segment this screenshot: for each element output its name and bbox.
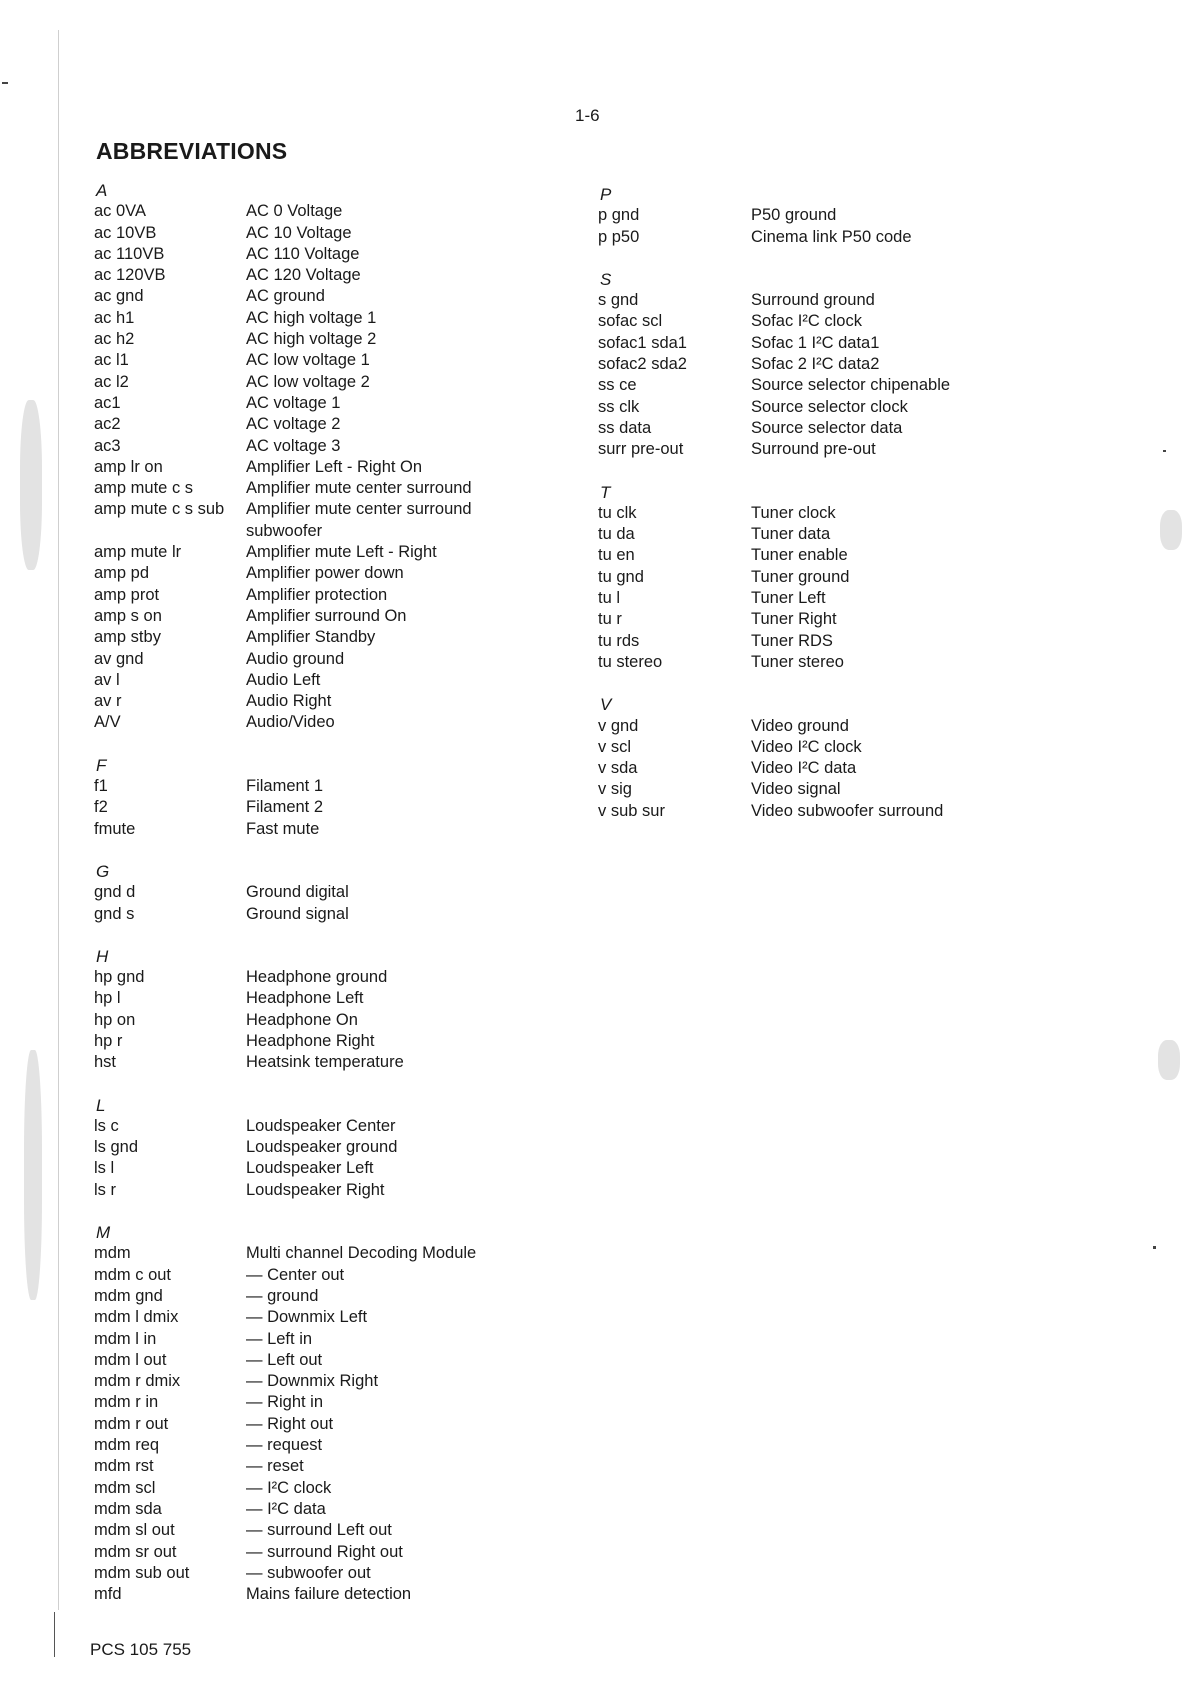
- abbreviation-row: [94, 1456, 496, 1477]
- abbreviation-row: [94, 393, 496, 414]
- abbreviation: mdm r dmix: [94, 1372, 181, 1391]
- abbreviation: ss ce: [598, 376, 637, 395]
- definition: Fast mute: [246, 819, 320, 838]
- definition: Tuner stereo: [751, 652, 844, 671]
- abbreviation-row: [598, 801, 950, 822]
- abbreviation-row: [94, 904, 496, 925]
- abbreviation: f2: [94, 798, 108, 817]
- section-g: [94, 861, 496, 925]
- abbreviation: tu da: [598, 525, 635, 544]
- definition: AC ground: [246, 287, 325, 306]
- definition: — I²C data: [246, 1499, 326, 1518]
- definition: Amplifier surround On: [246, 606, 407, 625]
- abbreviation-row: [94, 1435, 496, 1456]
- abbreviation-row: [94, 223, 496, 244]
- abbreviation-row: [598, 205, 950, 226]
- abbreviation-row: [94, 1499, 496, 1520]
- abbreviation-row: [94, 542, 496, 563]
- definition: Filament 2: [246, 798, 324, 817]
- definition: Amplifier mute center surround: [246, 479, 472, 498]
- definition: — Right in: [246, 1393, 324, 1412]
- abbreviation: tu en: [598, 546, 635, 565]
- definition: Source selector clock: [751, 397, 908, 416]
- abbreviation-row: [94, 627, 496, 648]
- abbreviation: mdm c out: [94, 1265, 172, 1284]
- definition: Audio ground: [246, 649, 345, 668]
- scan-noise: [1158, 1040, 1180, 1080]
- definition: AC voltage 1: [246, 393, 341, 412]
- abbreviation: mdm req: [94, 1436, 160, 1455]
- definition: Audio Left: [246, 670, 321, 689]
- abbreviation-row: [598, 439, 950, 460]
- section-t: [598, 482, 950, 674]
- definition: — Downmix Left: [246, 1308, 368, 1327]
- definition: — Left in: [246, 1329, 313, 1348]
- abbreviation: ac 0VA: [94, 202, 146, 221]
- abbreviation: ac1: [94, 393, 121, 412]
- abbreviation-row: [94, 563, 496, 584]
- section-s: [598, 269, 950, 461]
- abbreviation: v gnd: [598, 716, 639, 735]
- definition: Surround ground: [751, 291, 875, 310]
- abbreviation: ls c: [94, 1116, 119, 1135]
- abbreviation: v sig: [598, 780, 632, 799]
- definition: Tuner enable: [751, 546, 848, 565]
- abbreviation-row: [598, 567, 950, 588]
- abbreviation: hp l: [94, 989, 121, 1008]
- scan-noise: [20, 400, 42, 570]
- definition: Amplifier mute Left - Right: [246, 543, 437, 562]
- definition: — I²C clock: [246, 1478, 332, 1497]
- abbreviation-row: [598, 333, 950, 354]
- abbreviation: ls r: [94, 1180, 116, 1199]
- abbreviation-row: [598, 524, 950, 545]
- abbreviation-row: [598, 609, 950, 630]
- abbreviation-row: [94, 1116, 496, 1137]
- abbreviation-row: [94, 670, 496, 691]
- definition: Headphone On: [246, 1010, 358, 1029]
- abbreviation: av r: [94, 692, 122, 711]
- abbreviation-row: [94, 1010, 496, 1031]
- abbreviation: amp lr on: [94, 457, 163, 476]
- section-l: [94, 1095, 496, 1201]
- abbreviation-row: [94, 882, 496, 903]
- abbreviation-row: [94, 414, 496, 435]
- abbreviation: mdm scl: [94, 1478, 156, 1497]
- definition: Source selector data: [751, 418, 903, 437]
- abbreviation-row: [94, 1584, 496, 1605]
- abbreviation-row: [94, 1158, 496, 1179]
- abbreviation-row: [94, 1350, 496, 1371]
- abbreviation: tu l: [598, 589, 621, 608]
- abbreviation: mdm sda: [94, 1499, 162, 1518]
- definition: Headphone Left: [246, 989, 364, 1008]
- abbreviation: mdm sl out: [94, 1521, 175, 1540]
- abbreviation-row: [598, 375, 950, 396]
- abbreviation: amp prot: [94, 585, 160, 604]
- abbreviation: amp s on: [94, 606, 162, 625]
- section-letter: G: [96, 861, 110, 881]
- abbreviation-row: [94, 606, 496, 627]
- section-f: [94, 755, 496, 840]
- abbreviation: s gnd: [598, 291, 639, 310]
- abbreviation-row: [598, 418, 950, 439]
- definition: Video I²C clock: [751, 737, 862, 756]
- abbreviation-row: [94, 499, 496, 542]
- scan-dash-mark: [2, 82, 8, 84]
- abbreviation-row: [598, 758, 950, 779]
- abbreviation: sofac scl: [598, 312, 663, 331]
- page-title: ABBREVIATIONS: [96, 138, 288, 164]
- definition: Heatsink temperature: [246, 1053, 404, 1072]
- abbreviation: ac3: [94, 436, 121, 455]
- definition: AC voltage 2: [246, 415, 341, 434]
- definition: AC 120 Voltage: [246, 266, 361, 285]
- abbreviation-row: [598, 397, 950, 418]
- abbreviation: mfd: [94, 1585, 122, 1604]
- abbreviation: ac 110VB: [94, 244, 165, 263]
- abbreviation: ac l1: [94, 351, 129, 370]
- abbreviations-right-column: [598, 184, 950, 843]
- abbreviation-row: [94, 585, 496, 606]
- abbreviation: mdm r out: [94, 1414, 169, 1433]
- page-number: 1-6: [575, 106, 600, 125]
- definition: Tuner RDS: [751, 631, 833, 650]
- abbreviation: gnd d: [94, 883, 136, 902]
- definition: Amplifier power down: [246, 564, 404, 583]
- abbreviation-row: [94, 1329, 496, 1350]
- definition: Sofac I²C clock: [751, 312, 862, 331]
- abbreviation: ac 120VB: [94, 266, 166, 285]
- definition: AC high voltage 2: [246, 330, 377, 349]
- abbreviation: mdm sub out: [94, 1563, 190, 1582]
- abbreviation: ac h2: [94, 330, 135, 349]
- definition: Multi channel Decoding Module: [246, 1244, 477, 1263]
- definition: P50 ground: [751, 206, 837, 225]
- definition: Video signal: [751, 780, 841, 799]
- abbreviation: av gnd: [94, 649, 144, 668]
- section-letter: A: [96, 181, 108, 200]
- abbreviation: p gnd: [598, 206, 640, 225]
- abbreviation-row: [598, 631, 950, 652]
- abbreviation: f1: [94, 777, 108, 796]
- definition: Loudspeaker Center: [246, 1116, 396, 1135]
- definition: — Left out: [246, 1350, 323, 1369]
- abbreviation-row: [94, 712, 496, 733]
- definition: Tuner Left: [751, 589, 826, 608]
- definition: Ground signal: [246, 904, 349, 923]
- definition: — request: [246, 1436, 323, 1455]
- definition: Loudspeaker Left: [246, 1159, 374, 1178]
- abbreviation: v scl: [598, 737, 631, 756]
- section-letter: H: [96, 946, 109, 966]
- abbreviation: hst: [94, 1053, 117, 1072]
- abbreviation: amp mute c s: [94, 479, 194, 498]
- scan-noise: [1160, 510, 1182, 550]
- abbreviation-row: [598, 652, 950, 673]
- section-letter: M: [96, 1223, 111, 1243]
- abbreviation-row: [598, 716, 950, 737]
- definition: Amplifier mute center surround subwoofer: [246, 500, 472, 540]
- abbreviation: surr pre-out: [598, 440, 684, 459]
- abbreviation-row: [598, 737, 950, 758]
- document-code: PCS 105 755: [90, 1640, 192, 1659]
- abbreviation: tu stereo: [598, 652, 663, 671]
- abbreviation-row: [94, 201, 496, 222]
- abbreviation: gnd s: [94, 904, 135, 923]
- abbreviation-row: [94, 649, 496, 670]
- abbreviation-row: [94, 988, 496, 1009]
- section-letter: F: [96, 755, 107, 775]
- definition: Loudspeaker ground: [246, 1138, 398, 1157]
- section-letter: T: [600, 482, 611, 502]
- definition: AC 10 Voltage: [246, 223, 352, 242]
- definition: Video subwoofer surround: [751, 801, 944, 820]
- abbreviation-row: [94, 372, 496, 393]
- definition: — Downmix Right: [246, 1372, 379, 1391]
- abbreviation-row: [598, 354, 950, 375]
- abbreviation: amp mute c s sub: [94, 500, 225, 519]
- abbreviation-row: [94, 244, 496, 265]
- definition: Video I²C data: [751, 759, 857, 778]
- abbreviation: tu rds: [598, 631, 640, 650]
- abbreviation: tu clk: [598, 503, 637, 522]
- abbreviation-row: [94, 1563, 496, 1584]
- abbreviation-row: [94, 776, 496, 797]
- abbreviation-row: [94, 1414, 496, 1435]
- abbreviation: ac 10VB: [94, 223, 157, 242]
- abbreviation: A/V: [94, 713, 121, 732]
- definition: Headphone ground: [246, 968, 388, 987]
- definition: Sofac 2 I²C data2: [751, 355, 880, 374]
- abbreviation-row: [94, 308, 496, 329]
- definition: Headphone Right: [246, 1031, 375, 1050]
- abbreviation: ac gnd: [94, 287, 144, 306]
- definition: — surround Left out: [246, 1521, 392, 1540]
- definition: Tuner ground: [751, 567, 850, 586]
- definition: Amplifier Standby: [246, 628, 376, 647]
- abbreviation-row: [94, 1243, 496, 1264]
- abbreviation-row: [598, 588, 950, 609]
- definition: AC voltage 3: [246, 436, 341, 455]
- abbreviation-row: [94, 819, 496, 840]
- definition: Tuner clock: [751, 503, 836, 522]
- abbreviation-row: [94, 1265, 496, 1286]
- definition: Audio/Video: [246, 713, 335, 732]
- definition: AC low voltage 1: [246, 351, 370, 370]
- abbreviation: mdm gnd: [94, 1286, 163, 1305]
- scan-margin-line: [58, 30, 59, 1610]
- abbreviation: av l: [94, 670, 120, 689]
- abbreviation-row: [94, 1542, 496, 1563]
- definition: Ground digital: [246, 883, 349, 902]
- definition: Amplifier Left - Right On: [246, 457, 423, 476]
- definition: Amplifier protection: [246, 585, 388, 604]
- definition: Video ground: [751, 716, 849, 735]
- abbreviation-row: [94, 478, 496, 499]
- definition: — Right out: [246, 1414, 334, 1433]
- abbreviation: mdm rst: [94, 1457, 154, 1476]
- section-m: [94, 1222, 496, 1605]
- abbreviation: mdm l in: [94, 1329, 157, 1348]
- abbreviation-row: [94, 1520, 496, 1541]
- abbreviation-row: [94, 350, 496, 371]
- abbreviation: amp pd: [94, 564, 150, 583]
- abbreviation: ls l: [94, 1159, 115, 1178]
- abbreviation: mdm: [94, 1244, 131, 1263]
- abbreviation: hp r: [94, 1031, 123, 1050]
- abbreviation: ac l2: [94, 372, 129, 391]
- abbreviations-left-column: [94, 180, 496, 1626]
- section-letter: L: [96, 1095, 106, 1115]
- abbreviation-row: [598, 227, 950, 248]
- abbreviation-row: [94, 1180, 496, 1201]
- definition: Mains failure detection: [246, 1585, 412, 1604]
- scan-dash-mark: [1153, 1246, 1156, 1249]
- abbreviation-row: [94, 1371, 496, 1392]
- section-v: [598, 694, 950, 822]
- abbreviation-row: [94, 1031, 496, 1052]
- definition: Surround pre-out: [751, 440, 876, 459]
- section-h: [94, 946, 496, 1074]
- abbreviation: sofac1 sda1: [598, 333, 687, 352]
- abbreviation-row: [94, 1478, 496, 1499]
- abbreviation-row: [94, 691, 496, 712]
- definition: AC high voltage 1: [246, 308, 377, 327]
- definition: — ground: [246, 1286, 319, 1305]
- abbreviation: hp gnd: [94, 968, 145, 987]
- abbreviation-row: [598, 290, 950, 311]
- abbreviation-row: [94, 1392, 496, 1413]
- definition: Source selector chipenable: [751, 376, 951, 395]
- abbreviation: ls gnd: [94, 1138, 139, 1157]
- abbreviation-row: [94, 286, 496, 307]
- definition: Filament 1: [246, 777, 324, 796]
- abbreviation: mdm l out: [94, 1350, 167, 1369]
- abbreviation-row: [94, 1286, 496, 1307]
- definition: AC 0 Voltage: [246, 202, 343, 221]
- abbreviation-row: [94, 967, 496, 988]
- abbreviation-row: [598, 503, 950, 524]
- abbreviation: mdm l dmix: [94, 1308, 179, 1327]
- section-a: [94, 180, 496, 734]
- definition: — Center out: [246, 1265, 345, 1284]
- definition: — subwoofer out: [246, 1563, 371, 1582]
- definition: — reset: [246, 1457, 304, 1476]
- abbreviation-row: [94, 1307, 496, 1328]
- abbreviation-row: [94, 1052, 496, 1073]
- scan-noise: [24, 1050, 42, 1300]
- abbreviation-row: [94, 457, 496, 478]
- abbreviation: tu r: [598, 610, 622, 629]
- section-letter: V: [600, 695, 612, 715]
- abbreviation: v sda: [598, 759, 638, 778]
- abbreviation-row: [598, 311, 950, 332]
- section-letter: P: [600, 185, 612, 204]
- abbreviation: tu gnd: [598, 567, 644, 586]
- definition: — surround Right out: [246, 1542, 403, 1561]
- definition: AC low voltage 2: [246, 372, 370, 391]
- abbreviation: ss clk: [598, 397, 640, 416]
- abbreviation-row: [94, 436, 496, 457]
- definition: Sofac 1 I²C data1: [751, 333, 880, 352]
- abbreviation-row: [94, 797, 496, 818]
- abbreviation: mdm r in: [94, 1393, 159, 1412]
- section-p: [598, 184, 950, 248]
- abbreviation-row: [94, 329, 496, 350]
- abbreviation: v sub sur: [598, 801, 665, 820]
- abbreviation: ac2: [94, 415, 121, 434]
- abbreviation: amp stby: [94, 628, 161, 647]
- abbreviation: amp mute lr: [94, 543, 182, 562]
- abbreviation-row: [94, 1137, 496, 1158]
- abbreviation: sofac2 sda2: [598, 355, 687, 374]
- definition: Tuner Right: [751, 610, 837, 629]
- definition: AC 110 Voltage: [246, 244, 360, 263]
- scan-margin-line-bottom: [54, 1612, 55, 1657]
- abbreviation: hp on: [94, 1010, 136, 1029]
- definition: Cinema link P50 code: [751, 227, 912, 246]
- section-letter: S: [600, 269, 612, 289]
- abbreviation: ss data: [598, 418, 652, 437]
- abbreviation: ac h1: [94, 308, 135, 327]
- abbreviation-row: [598, 779, 950, 800]
- definition: Tuner data: [751, 525, 831, 544]
- abbreviation: fmute: [94, 819, 136, 838]
- definition: Audio Right: [246, 692, 332, 711]
- abbreviation-row: [598, 545, 950, 566]
- scan-dash-mark: [1163, 450, 1166, 452]
- abbreviation: mdm sr out: [94, 1542, 177, 1561]
- abbreviation: p p50: [598, 227, 640, 246]
- abbreviation-row: [94, 265, 496, 286]
- definition: Loudspeaker Right: [246, 1180, 385, 1199]
